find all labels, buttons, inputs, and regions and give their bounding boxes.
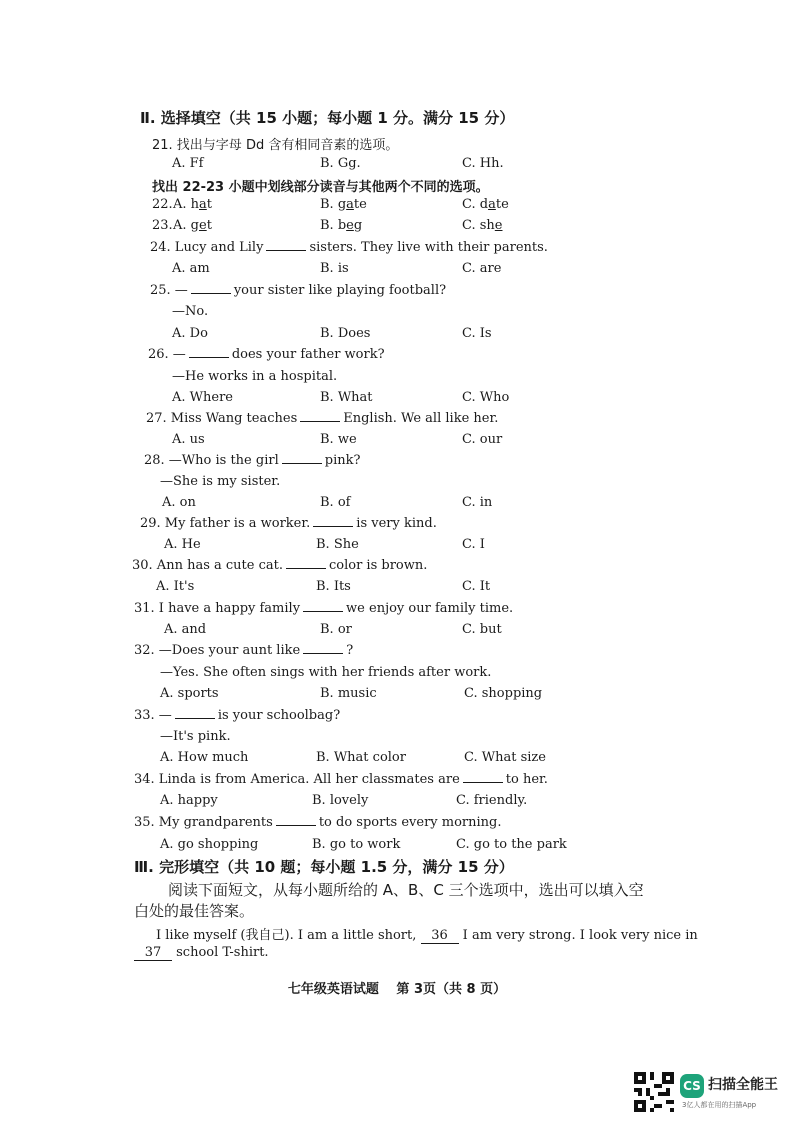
- q30-option-b: B. Its: [316, 579, 351, 594]
- question-35-stem: 35. My grandparents to do sports every morning.: [134, 815, 502, 830]
- cloze-blank-36: 36: [421, 928, 459, 944]
- q26-option-c: C. Who: [462, 390, 510, 405]
- q27-option-c: C. our: [462, 432, 503, 447]
- question-21-stem: 21. 找出与字母 Dd 含有相同音素的选项。: [152, 138, 399, 153]
- q22-option-a: A. hat: [173, 197, 213, 212]
- q30-option-a: A. It's: [156, 579, 195, 594]
- q35-option-b: B. go to work: [312, 837, 401, 852]
- q31-option-a: A. and: [164, 622, 207, 637]
- question-33-stem: 33. — is your schoolbag?: [134, 708, 341, 723]
- question-28-stem: 28. —Who is the girl pink?: [144, 453, 361, 468]
- camscanner-tagline: 3亿人都在用的扫描App: [682, 1101, 757, 1109]
- q34-option-b: B. lovely: [312, 793, 369, 808]
- answer-blank: [286, 558, 326, 569]
- q32-option-a: A. sports: [160, 686, 219, 701]
- q33-option-a: A. How much: [160, 750, 249, 765]
- cloze-blank-37: 37: [134, 945, 172, 961]
- q33-option-c: C. What size: [464, 750, 546, 765]
- answer-blank: [303, 643, 343, 654]
- q32-option-b: B. music: [320, 686, 377, 701]
- question-32-stem: 32. —Does your aunt like ?: [134, 643, 354, 658]
- q32-option-c: C. shopping: [464, 686, 543, 701]
- q22-option-c: C. date: [462, 197, 509, 212]
- q30-option-c: C. It: [462, 579, 491, 594]
- q35-option-c: C. go to the park: [456, 837, 567, 852]
- page-footer: 七年级英语试题 第 3页（共 8 页）: [287, 982, 507, 997]
- q27-option-a: A. us: [172, 432, 205, 447]
- question-30-stem: 30. Ann has a cute cat. color is brown.: [132, 558, 428, 573]
- question-33-reply: —It's pink.: [160, 729, 231, 744]
- q24-option-c: C. are: [462, 261, 502, 276]
- q23-option-b: B. beg: [320, 218, 363, 233]
- q34-option-c: C. friendly.: [456, 793, 528, 808]
- question-25-stem: 25. — your sister like playing football?: [150, 283, 447, 298]
- q29-option-a: A. He: [164, 537, 201, 552]
- q23-option-c: C. she: [462, 218, 503, 233]
- answer-blank: [175, 708, 215, 719]
- q26-option-a: A. Where: [172, 390, 233, 405]
- q23-option-a: A. get: [173, 218, 212, 233]
- answer-blank: [266, 240, 306, 251]
- question-34-stem: 34. Linda is from America. All her classmates are to her.: [134, 772, 548, 787]
- q22-number: 22.: [152, 197, 173, 212]
- q25-option-c: C. Is: [462, 326, 492, 341]
- q21-option-c: C. Hh.: [462, 156, 504, 171]
- q25-option-b: B. Does: [320, 326, 371, 341]
- q31-option-c: C. but: [462, 622, 502, 637]
- section-3-title: Ⅲ. 完形填空（共 10 题；每小题 1.5 分，满分 15 分）: [134, 858, 514, 876]
- q21-option-b: B. Gg.: [320, 156, 361, 171]
- q26-option-b: B. What: [320, 390, 373, 405]
- answer-blank: [300, 411, 340, 422]
- q28-option-c: C. in: [462, 495, 493, 510]
- cloze-instruction-line-2: 白处的最佳答案。: [134, 902, 255, 920]
- answer-blank: [282, 453, 322, 464]
- q28-option-b: B. of: [320, 495, 351, 510]
- question-26-reply: —He works in a hospital.: [172, 369, 338, 384]
- camscanner-logo-icon: CS: [680, 1074, 704, 1098]
- answer-blank: [303, 601, 343, 612]
- q22-option-b: B. gate: [320, 197, 367, 212]
- answer-blank: [276, 815, 316, 826]
- answer-blank: [191, 283, 231, 294]
- camscanner-app-name: 扫描全能王: [708, 1077, 778, 1093]
- cloze-passage-line-1: I like myself (我自己). I am a little short, 36 I am very strong. I look very nice in: [156, 928, 698, 943]
- q33-option-b: B. What color: [316, 750, 406, 765]
- pronunciation-instruction: 找出 22-23 小题中划线部分读音与其他两个不同的选项。: [152, 180, 489, 195]
- question-28-reply: —She is my sister.: [160, 474, 281, 489]
- q29-option-c: C. I: [462, 537, 485, 552]
- q25-option-a: A. Do: [172, 326, 208, 341]
- q31-option-b: B. or: [320, 622, 352, 637]
- question-27-stem: 27. Miss Wang teaches English. We all like her.: [146, 411, 499, 426]
- q27-option-b: B. we: [320, 432, 357, 447]
- answer-blank: [313, 516, 353, 527]
- section-2-title: Ⅱ. 选择填空（共 15 小题；每小题 1 分。满分 15 分）: [140, 109, 515, 127]
- q24-option-a: A. am: [172, 261, 210, 276]
- qr-code-icon: [634, 1072, 674, 1112]
- question-25-reply: —No.: [172, 304, 209, 319]
- question-32-reply: —Yes. She often sings with her friends after work.: [160, 665, 492, 680]
- cloze-instruction-line-1: 阅读下面短文，从每小题所给的 A、B、C 三个选项中，选出可以填入空: [168, 881, 644, 899]
- q34-option-a: A. happy: [160, 793, 218, 808]
- answer-blank: [463, 772, 503, 783]
- question-29-stem: 29. My father is a worker. is very kind.: [140, 516, 437, 531]
- cloze-passage-line-2: 37 school T-shirt.: [134, 945, 269, 961]
- question-31-stem: 31. I have a happy family we enjoy our family time.: [134, 601, 514, 616]
- question-24-stem: 24. Lucy and Lily sisters. They live with their parents.: [150, 240, 548, 255]
- q28-option-a: A. on: [162, 495, 196, 510]
- answer-blank: [189, 347, 229, 358]
- q29-option-b: B. She: [316, 537, 359, 552]
- q24-option-b: B. is: [320, 261, 349, 276]
- q21-option-a: A. Ff: [172, 156, 204, 171]
- question-26-stem: 26. — does your father work?: [148, 347, 385, 362]
- q23-number: 23.: [152, 218, 173, 233]
- q35-option-a: A. go shopping: [160, 837, 259, 852]
